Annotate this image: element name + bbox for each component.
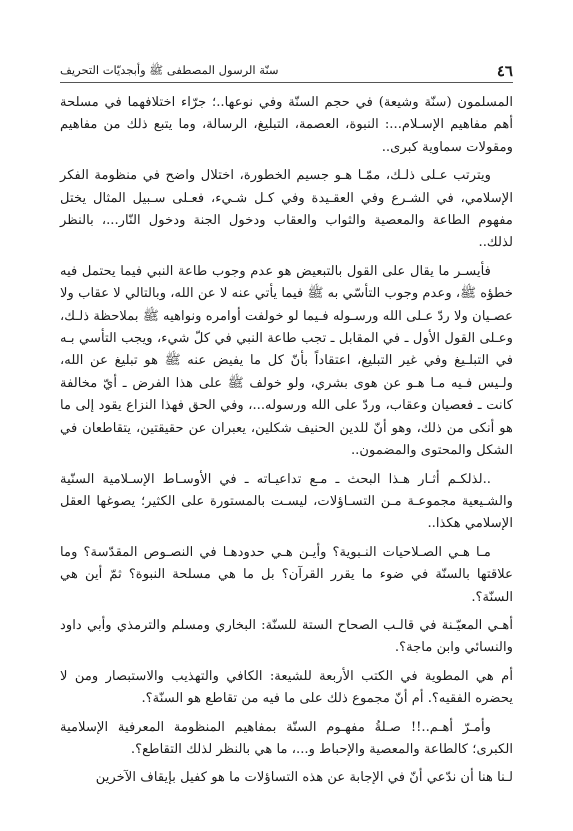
page-number: ٤٦ <box>496 62 513 80</box>
running-title: سنّة الرسول المصطفى ﷺ وأبجديّات التحريف <box>60 63 279 77</box>
paragraph: ويترتب عـلى ذلـك، ممّـا هـو جسيم الخطورة، اختلال واضح في منظومة الفكر الإسلامي، في الشـرع وفي العقـيدة وفي كـل شـيء، فعـلى سـبيل المثال يختل مفهوم الطاعة والمعصية والثواب والعقاب ودخول الجنة ودخول النّار...، بالنظر لذلك.. <box>60 168 513 251</box>
paragraph: أهـي المعيّـنة في قالـب الصحاح الستة للسنّة: البخاري ومسلم والترمذي وأبي داود والنسائي وابن ماجة؟. <box>60 617 513 656</box>
paragraph: أم هي المطوية في الكتب الأربعة للشيعة: الكافي والتهذيب والاستبصار ومن لا يحضره الفقيه؟. أم أنّ مجموع ذلك على ما فيه من تقاطع هو السنّة؟. <box>60 668 513 707</box>
paragraph: لـنا هنا أن ندّعي أنّ في الإجابة عن هذه التساؤلات ما هو كفيل بإيقاف الآخرين <box>95 770 513 786</box>
paragraph: ..لذلكـم أثـار هـذا البحث ـ مـع تداعيـاته ـ في الأوسـاط الإسـلامية السنّية والشـيعية مجموعـة مـن التسـاؤلات، ليسـت بالمستورة على الكثير؛ يصوغها العقل الإسلامي هكذا.. <box>60 471 513 532</box>
running-header <box>60 58 513 83</box>
paragraph: المسلمون (سنّة وشيعة) في حجم السنّة وفي نوعها..؛ جرّاء اختلافهما في مسلحة أهم مفاهيم الإسـلام...: النبوة، العصمة، التبليغ، الرسالة، وما يتبع ذلك من مفاهيم ومقولات سماوية كبرى.. <box>60 95 513 155</box>
paragraph: وأمـرّ أهـم..!! صـلةُ مفهـوم السنّة بمفاهيم المنظومة المعرفية الإسلامية الكبرى؛ كالطاعة والمعصية والإحباط و...، ما هي بالنظر لذلك التقاطع؟. <box>60 719 513 757</box>
paragraph: مـا هـي الصـلاحيات النـبوية؟ وأيـن هـي حدودهـا في النصـوص المقدّسة؟ وما علاقتها بالسنّة في ضوء ما يقرر القرآن؟ بل ما هي مسلحة النبوة؟ ثمّ أين هي السنّة؟. <box>60 544 513 605</box>
paragraph: فأيسـر ما يقال على القول بالتبعيض هو عدم وجوب طاعة النبي فيما يحتمل فيه خطؤه ﷺ، وعدم وجوب التأسّي به ﷺ فيما يأتي عنه لا عن الله، وبالتالي لا عقاب ولا عصـيان ولا ردّ عـلى الله ورسـوله فـيما لو خولفت أوامره ونواهيه ﷺ بملاحظة ذلـك، وعـلى القول الأول ـ في المقابل ـ تجب طاعة النبي في كلّ شيء، ويجب التأسي بـه في التبلـيغ وفي غير التبليغ، اعتقاداً بأنّ كل ما يفيض عنه ﷺ هو تبليغ عن الله، ولـيس فـيه مـا هـو عن هوى بشري، ولو خولف ﷺ على هذا الفرض ـ أيّ مخالفة كانت ـ فعصيان وعقاب، وردّ على الله ورسوله...، وفي الحق فهذا النزاع يقود إلى ما هو أنكى من ذلك، وهو أنّ للدين الحنيف شكلين، يعبران عن حقيقتين، يتقاطعان في الشكل والمحتوى والمضمون.. <box>60 263 513 459</box>
page-body <box>60 92 513 796</box>
